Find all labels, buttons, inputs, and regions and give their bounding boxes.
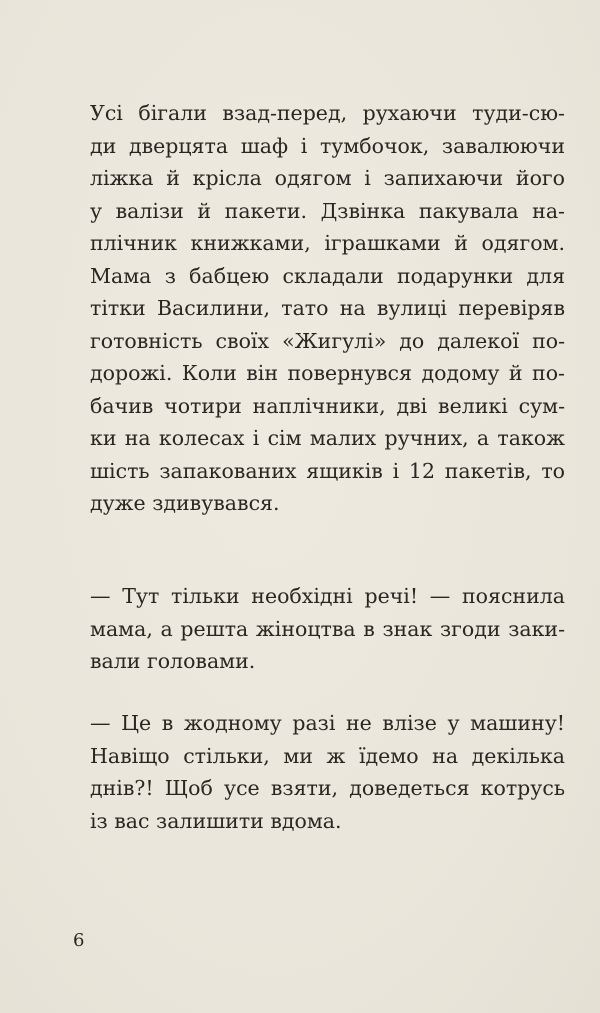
text-line: Навіщо стільки, ми ж їдемо на декілька [90,743,565,768]
text-line: готовність своїх «Жигулі» до далекої по- [90,328,565,353]
text-line: Мама з бабцею складали подарунки для [90,263,565,288]
paragraph-3 [90,707,565,837]
text-line: дорожі. Коли він повернувся додому й по- [90,361,565,385]
text-line: ліжка й крісла одягом і запихаючи його [90,166,565,190]
text-line: Усі бігали взад-перед, рухаючи туди-сю- [90,101,565,125]
paragraph-2 [90,580,565,678]
text-line: вали головами. [90,649,256,673]
text-line: — Це в жодному разі не влізе у машину! [90,711,565,735]
text-line: у валізи й пакети. Дзвінка пакувала на- [90,198,565,223]
text-line: шість запакованих ящиків і 12 пакетів, то [90,458,565,483]
text-line: ди дверцята шаф і тумбочок, завалюючи [90,133,565,158]
text-line: дуже здивувався. [90,491,280,515]
text-line: із вас залишити вдома. [90,808,342,833]
text-line: — Тут тільки необхідні речі! — пояснила [90,584,565,608]
text-line: ки на колесах і сім малих ручних, а також [90,426,565,450]
text-line: плічник книжками, іграшками й одягом. [90,231,565,255]
text-line: днів?! Щоб усе взяти, доведеться котрусь [90,776,565,800]
text-line: бачив чотири наплічники, дві великі сум- [90,393,565,418]
text-line: тітки Василини, тато на вулиці перевіряв [90,296,565,320]
text-line: мама, а решта жіноцтва в знак згоди заки- [90,616,565,641]
page-number: 6 [73,930,85,951]
paragraph-1 [90,97,565,520]
